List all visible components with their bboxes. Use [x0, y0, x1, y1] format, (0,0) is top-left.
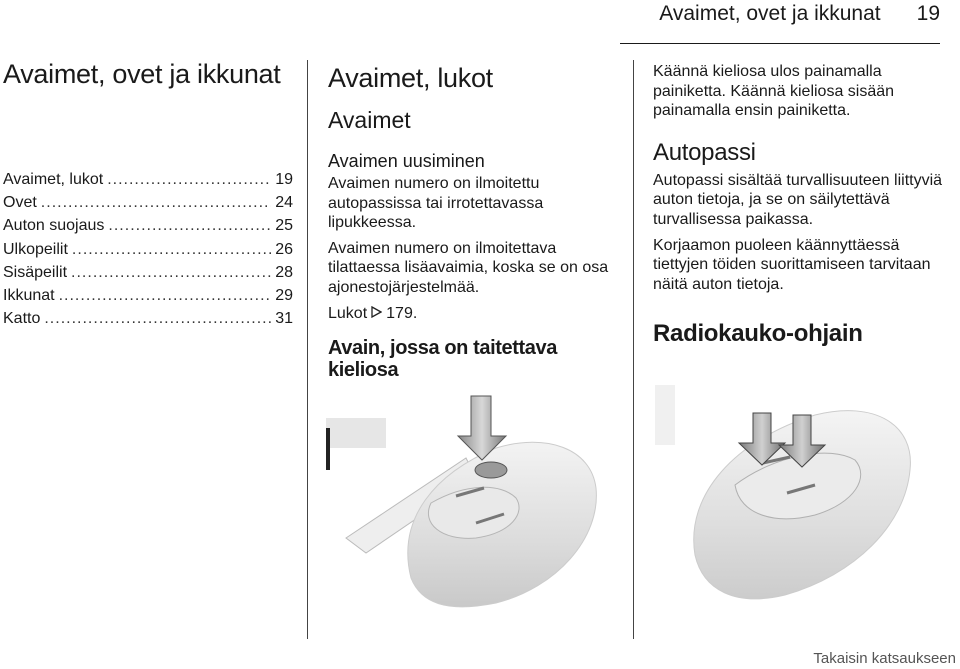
header-rule: [620, 43, 940, 44]
toc-item-ulkopeilit[interactable]: [3, 241, 293, 264]
replacement-heading: Avaimen uusiminen: [328, 151, 485, 171]
column-divider-right: [633, 60, 634, 639]
remote-key-illustration: [655, 385, 945, 625]
subsection-title: Avaimet: [328, 107, 411, 133]
paragraph: Korjaamon puoleen käännyttäessä tiettyjen töiden suorittamiseen tarvitaan näitä auton tietoja.: [653, 236, 931, 293]
autopassi-heading: Autopassi: [653, 138, 756, 166]
toc-item-ovet[interactable]: [3, 194, 293, 217]
toc-label: Auton suojaus: [3, 217, 105, 235]
paragraph: Käännä kieliosa ulos painamalla painiketta. Käännä kieliosa sisään painamalla ensin painiketta.: [653, 63, 895, 120]
toc-item-avaimet-lukot[interactable]: [3, 171, 293, 194]
toc-page: 28: [275, 263, 293, 281]
toc-label: Ovet: [3, 194, 37, 212]
column-divider-left: [307, 60, 308, 639]
toc-page: 25: [275, 217, 293, 235]
right-column: [653, 60, 948, 348]
cross-reference[interactable]: [328, 304, 618, 324]
toc-leader: [59, 287, 272, 305]
toc-page: 29: [275, 286, 293, 304]
running-head: [659, 2, 940, 26]
back-to-overview-link[interactable]: Takaisin katsaukseen: [813, 650, 956, 667]
running-head-title: Avaimet, ovet ja ikkunat: [659, 2, 881, 25]
middle-column: [328, 62, 618, 381]
toc-leader: [107, 171, 271, 189]
page-number: 19: [916, 2, 940, 25]
paragraph: Avaimen numero on ilmoitettu autopassissa tai irrotettavassa lipukkeessa.: [328, 175, 544, 232]
toc-page: 19: [275, 171, 293, 188]
left-column: [3, 58, 293, 333]
toc-item-ikkunat[interactable]: [3, 287, 293, 310]
toc-leader: [44, 310, 271, 328]
toc-page: 24: [275, 194, 293, 212]
xref-triangle-icon: [371, 306, 382, 318]
xref-label: Lukot: [328, 304, 368, 322]
toc-label: Avaimet, lukot: [3, 171, 104, 188]
chapter-title: Avaimet, ovet ja ikkunat: [3, 59, 281, 89]
xref-page: 179.: [386, 304, 418, 322]
toc-item-auton-suojaus[interactable]: [3, 217, 293, 240]
toc-label: Sisäpeilit: [3, 263, 68, 281]
toc-leader: [71, 264, 271, 282]
table-of-contents: [3, 171, 293, 333]
foldable-key-heading: Avain, jossa on taitettava kieliosa: [328, 337, 557, 382]
paragraph: Avaimen numero on ilmoitettava tilattaessa lisäavaimia, koska se on osa ajonestojärjestelmää.: [328, 239, 609, 296]
toc-label: Katto: [3, 310, 41, 328]
toc-item-sisapeilit[interactable]: [3, 264, 293, 287]
folding-key-illustration: [326, 388, 616, 628]
remote-control-heading: Radiokauko-ohjain: [653, 320, 863, 348]
toc-leader: [41, 194, 271, 212]
toc-leader: [108, 217, 271, 235]
paragraph: Autopassi sisältää turvallisuuteen liittyviä auton tietoja, ja se on säilytettävä turvallisessa paikassa.: [653, 171, 943, 228]
toc-item-katto[interactable]: [3, 310, 293, 333]
toc-page: 26: [275, 240, 293, 258]
toc-label: Ulkopeilit: [3, 240, 68, 258]
toc-label: Ikkunat: [3, 286, 55, 304]
toc-page: 31: [275, 310, 293, 328]
section-title: Avaimet, lukot: [328, 63, 493, 93]
toc-leader: [72, 241, 271, 259]
